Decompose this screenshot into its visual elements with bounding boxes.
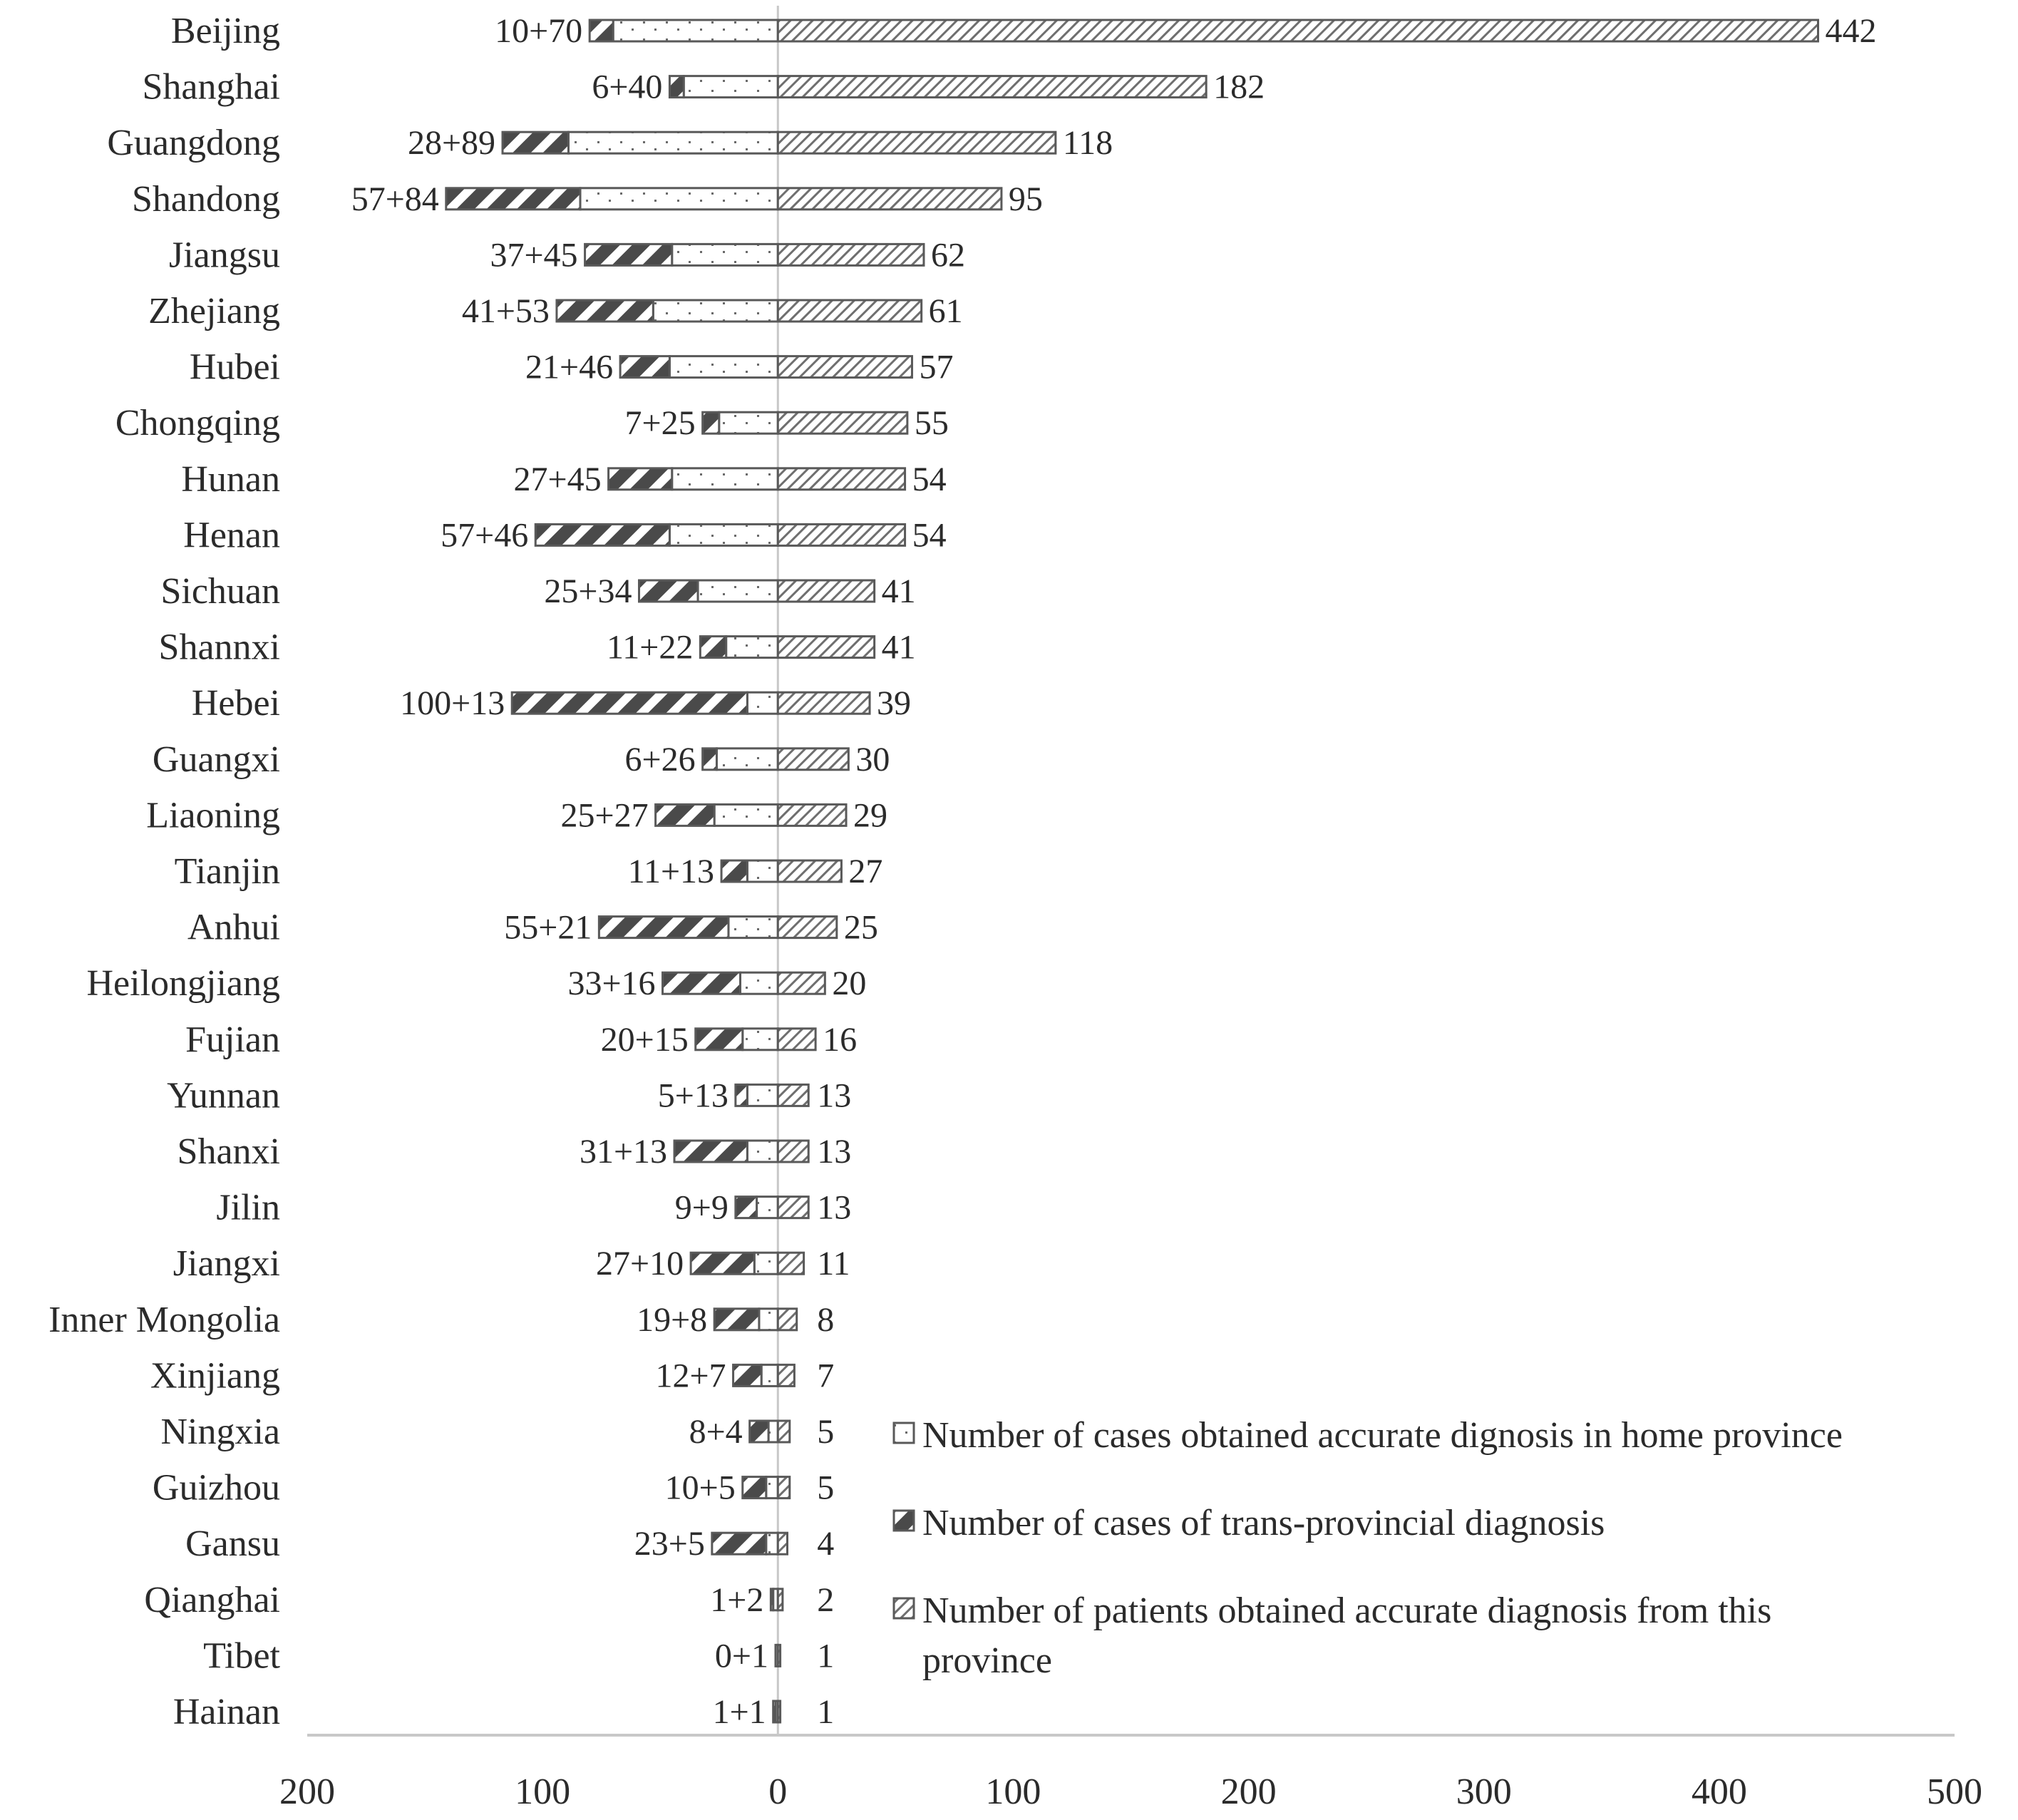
legend-swatch-trans-provincial <box>894 1511 914 1531</box>
legend-label: Number of cases obtained accurate dignosis in home province <box>922 1415 1843 1456</box>
left-value-label: 31+13 <box>579 1133 668 1171</box>
bar-from-province <box>778 1364 794 1386</box>
right-value-label: 13 <box>817 1133 852 1171</box>
bar-from-province <box>778 188 1002 210</box>
left-value-label: 5+13 <box>657 1076 729 1115</box>
bar-home-province <box>580 188 778 210</box>
bar-trans-provincial <box>712 1533 766 1554</box>
bar-home-province <box>568 132 778 153</box>
bar-home-province <box>613 20 778 41</box>
legend-swatch-from-province <box>894 1598 914 1618</box>
bar-from-province <box>778 244 924 265</box>
province-label: Jiangsu <box>169 235 280 276</box>
province-label: Hebei <box>191 683 280 724</box>
left-value-label: 6+40 <box>592 68 663 106</box>
bar-from-province <box>778 1477 790 1498</box>
x-tick-label: 200 <box>279 1772 335 1812</box>
left-value-label: 25+27 <box>560 796 649 835</box>
province-label: Chongqing <box>115 403 280 444</box>
right-value-label: 7 <box>817 1357 835 1395</box>
province-label: Shanghai <box>142 66 280 108</box>
bar-from-province <box>778 749 848 770</box>
bar-trans-provincial <box>674 1141 747 1162</box>
right-value-label: 29 <box>853 796 888 835</box>
bar-from-province <box>778 1701 780 1722</box>
province-label: Sichuan <box>160 571 280 612</box>
province-label: Shannxi <box>158 627 280 668</box>
bar-home-province <box>747 692 778 714</box>
bar-trans-provincial <box>700 637 726 658</box>
bar-home-province <box>743 1029 778 1050</box>
bar-home-province <box>768 1421 778 1442</box>
province-label: Xinjiang <box>150 1355 280 1397</box>
bar-from-province <box>778 637 874 658</box>
bar-from-province <box>778 300 921 322</box>
bar-home-province <box>761 1364 778 1386</box>
right-value-label: 4 <box>817 1525 835 1563</box>
right-value-label: 5 <box>817 1469 835 1507</box>
right-value-label: 1 <box>817 1693 835 1731</box>
province-label: Fujian <box>185 1019 280 1060</box>
right-value-label: 57 <box>919 348 954 386</box>
right-value-label: 54 <box>912 460 947 498</box>
province-label: Hunan <box>181 458 280 500</box>
bar-home-province <box>747 1084 778 1106</box>
bar-from-province <box>778 524 905 545</box>
bar-trans-provincial <box>663 972 741 994</box>
legend-swatch-home-province <box>894 1423 914 1443</box>
province-label: Anhui <box>187 907 280 948</box>
bar-from-province <box>778 1645 780 1666</box>
province-label: Heilongjiang <box>86 963 280 1004</box>
province-label: Guizhou <box>152 1467 280 1508</box>
right-value-label: 61 <box>928 292 963 330</box>
left-value-label: 11+22 <box>607 628 694 667</box>
province-label: Guangdong <box>107 123 280 164</box>
bar-home-province <box>672 244 778 265</box>
province-label: Jilin <box>216 1187 280 1228</box>
province-label: Inner Mongolia <box>48 1299 280 1340</box>
bar-home-province <box>766 1533 778 1554</box>
right-value-label: 39 <box>877 684 912 723</box>
province-label: Beijing <box>170 11 280 51</box>
legend-label: Number of patients obtained accurate diagnosis from this province <box>922 1590 1772 1681</box>
bar-from-province <box>778 580 874 602</box>
bar-from-province <box>778 917 837 938</box>
left-value-label: 23+5 <box>634 1525 705 1563</box>
bar-home-province <box>759 1309 778 1330</box>
bar-trans-provincial <box>620 356 669 378</box>
bar-trans-provincial <box>703 412 719 433</box>
x-tick-label: 100 <box>515 1772 571 1812</box>
province-label: Qianghai <box>144 1579 280 1620</box>
province-label: Tianjin <box>174 851 280 892</box>
right-value-label: 2 <box>817 1580 835 1619</box>
bar-from-province <box>778 468 905 490</box>
right-value-label: 5 <box>817 1413 835 1451</box>
province-label: Hainan <box>173 1692 280 1732</box>
right-value-label: 16 <box>823 1020 858 1059</box>
bar-from-province <box>778 76 1206 98</box>
bar-home-province <box>714 804 778 826</box>
left-value-label: 27+45 <box>513 460 602 498</box>
x-tick-label: 0 <box>768 1772 788 1812</box>
bar-trans-provincial <box>535 524 669 545</box>
bar-home-province <box>716 749 778 770</box>
left-value-label: 9+9 <box>674 1188 729 1227</box>
province-label: Tibet <box>203 1635 280 1677</box>
left-value-label: 7+25 <box>624 404 696 443</box>
right-value-label: 8 <box>817 1300 835 1339</box>
left-value-label: 27+10 <box>596 1245 684 1283</box>
x-tick-label: 100 <box>985 1772 1041 1812</box>
province-label: Liaoning <box>146 795 280 836</box>
left-value-label: 25+34 <box>544 572 632 610</box>
left-value-label: 41+53 <box>461 292 550 330</box>
left-value-label: 12+7 <box>655 1357 726 1395</box>
bar-home-province <box>729 917 778 938</box>
left-value-label: 1+1 <box>712 1693 766 1731</box>
bar-trans-provincial <box>750 1421 768 1442</box>
bar-from-province <box>778 1141 808 1162</box>
right-value-label: 54 <box>912 516 947 555</box>
left-value-label: 28+89 <box>407 124 496 163</box>
left-value-label: 8+4 <box>689 1413 743 1451</box>
left-value-label: 11+13 <box>627 853 715 890</box>
province-label: Shandong <box>132 178 280 220</box>
bar-from-province <box>778 972 825 994</box>
bar-trans-provincial <box>721 860 747 882</box>
bar-from-province <box>778 1533 787 1554</box>
left-value-label: 6+26 <box>624 740 696 778</box>
bar-trans-provincial <box>599 917 729 938</box>
province-label: Ningxia <box>160 1412 280 1452</box>
right-value-label: 95 <box>1008 180 1043 218</box>
province-label: Gansu <box>185 1523 280 1565</box>
bar-from-province <box>778 692 870 714</box>
x-tick-label: 500 <box>1927 1772 1982 1812</box>
province-label: Hubei <box>189 346 280 388</box>
bar-home-province <box>757 1197 778 1218</box>
right-value-label: 27 <box>848 853 883 890</box>
left-value-label: 21+46 <box>525 348 614 386</box>
bar-from-province <box>778 1309 796 1330</box>
bar-from-province <box>778 356 912 378</box>
bar-trans-provincial <box>446 188 580 210</box>
x-tick-label: 400 <box>1691 1772 1747 1812</box>
bar-from-province <box>778 1253 803 1274</box>
bar-from-province <box>778 1421 790 1442</box>
bar-trans-provincial <box>714 1309 759 1330</box>
bar-home-province <box>653 300 778 322</box>
bar-trans-provincial <box>557 300 653 322</box>
x-tick-label: 200 <box>1220 1772 1277 1812</box>
bar-from-province <box>778 1197 808 1218</box>
left-value-label: 55+21 <box>504 908 592 947</box>
right-value-label: 13 <box>817 1188 852 1227</box>
bar-home-province <box>766 1477 778 1498</box>
province-label: Zhejiang <box>148 291 280 331</box>
province-label: Guangxi <box>152 739 280 780</box>
bar-from-province <box>778 20 1818 41</box>
right-value-label: 30 <box>855 740 890 778</box>
left-value-label: 10+5 <box>664 1469 736 1507</box>
bar-from-province <box>778 1589 783 1610</box>
bar-from-province <box>778 412 907 433</box>
legend-label: Number of cases of trans-provincial diagnosis <box>922 1503 1605 1543</box>
bar-from-province <box>778 1029 815 1050</box>
left-value-label: 57+84 <box>351 180 439 218</box>
left-value-label: 20+15 <box>600 1020 689 1059</box>
left-value-label: 100+13 <box>400 684 505 723</box>
bar-trans-provincial <box>703 749 717 770</box>
province-label: Jiangxi <box>173 1243 280 1285</box>
bar-home-province <box>698 580 778 602</box>
right-value-label: 20 <box>832 965 867 1003</box>
bar-from-province <box>778 860 841 882</box>
bar-home-province <box>726 637 778 658</box>
bar-trans-provincial <box>696 1029 743 1050</box>
bar-trans-provincial <box>773 1701 776 1722</box>
bar-trans-provincial <box>656 804 715 826</box>
bar-from-province <box>778 132 1056 153</box>
left-value-label: 1+2 <box>710 1580 764 1619</box>
bar-trans-provincial <box>736 1197 757 1218</box>
bar-home-province <box>747 860 778 882</box>
x-tick-label: 300 <box>1456 1772 1512 1812</box>
bar-home-province <box>672 468 778 490</box>
right-value-label: 55 <box>914 404 949 443</box>
province-label: Shanxi <box>177 1131 280 1172</box>
bar-trans-provincial <box>669 76 684 98</box>
right-value-label: 41 <box>881 628 916 667</box>
left-value-label: 57+46 <box>441 516 529 555</box>
bar-home-province <box>669 524 778 545</box>
bar-trans-provincial <box>609 468 672 490</box>
bar-trans-provincial <box>512 692 747 714</box>
right-value-label: 118 <box>1062 124 1113 163</box>
right-value-label: 13 <box>817 1076 852 1115</box>
bar-trans-provincial <box>743 1477 766 1498</box>
bar-from-province <box>778 1084 808 1106</box>
right-value-label: 25 <box>843 908 878 947</box>
left-value-label: 0+1 <box>714 1637 768 1675</box>
bar-trans-provincial <box>771 1589 773 1610</box>
bar-trans-provincial <box>736 1084 748 1106</box>
bar-home-province <box>754 1253 778 1274</box>
left-value-label: 33+16 <box>567 965 656 1003</box>
right-value-label: 11 <box>817 1245 850 1283</box>
bar-home-province <box>740 972 778 994</box>
bar-trans-provincial <box>590 20 613 41</box>
bar-from-province <box>778 804 846 826</box>
right-value-label: 182 <box>1213 68 1265 106</box>
right-value-label: 1 <box>817 1637 835 1675</box>
province-label: Henan <box>183 515 280 556</box>
right-value-label: 41 <box>881 572 916 610</box>
left-value-label: 19+8 <box>637 1300 708 1339</box>
bar-trans-provincial <box>691 1253 754 1274</box>
bar-trans-provincial <box>639 580 699 602</box>
province-label: Yunnan <box>167 1075 280 1116</box>
bar-home-province <box>747 1141 778 1162</box>
bar-trans-provincial <box>503 132 568 153</box>
right-value-label: 442 <box>1825 12 1877 50</box>
bar-home-province <box>719 412 778 433</box>
left-value-label: 10+70 <box>495 12 583 50</box>
bar-home-province <box>669 356 778 378</box>
right-value-label: 62 <box>930 236 965 274</box>
bar-home-province <box>684 76 778 98</box>
left-value-label: 37+45 <box>490 236 578 274</box>
bar-trans-provincial <box>585 244 672 265</box>
bar-trans-provincial <box>733 1364 762 1386</box>
